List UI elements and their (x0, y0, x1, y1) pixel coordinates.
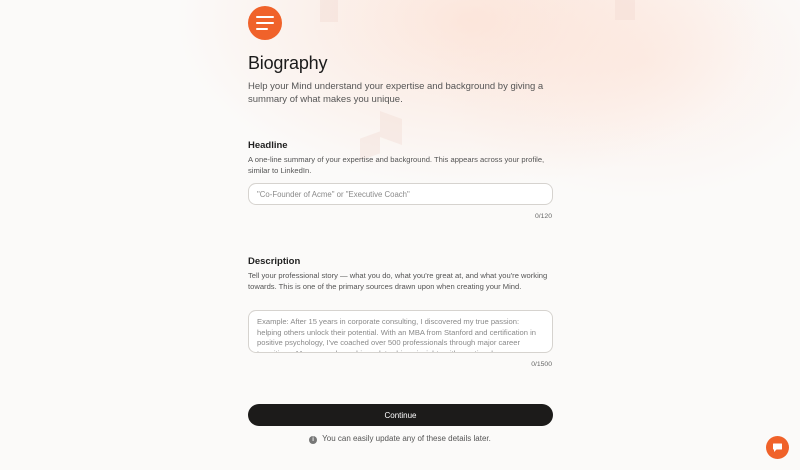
app-logo-menu-icon (248, 6, 282, 40)
footer-note (0, 434, 800, 444)
decorative-tile (615, 0, 635, 20)
description-textarea[interactable] (248, 310, 553, 353)
footer-note-text: You can easily update any of these details later. (322, 434, 491, 443)
description-help-text: Tell your professional story — what you do, what you're great at, and what you're working towards. This is one of the primary sources drawn upon when creating your Mind. (248, 271, 548, 291)
page-title: Biography (248, 53, 328, 73)
headline-help-text: A one-line summary of your expertise and background. This appears across your profile, similar to LinkedIn. (248, 155, 545, 175)
headline-char-count: 0/120 (534, 213, 552, 220)
continue-button[interactable]: Continue (248, 404, 553, 426)
description-char-count: 0/1500 (531, 361, 552, 368)
headline-label: Headline (248, 140, 288, 151)
decorative-tile (380, 111, 402, 145)
page-subtitle: Help your Mind understand your expertise and background by giving a summary of what makes you unique. (248, 81, 544, 105)
chat-launcher-button[interactable] (766, 436, 789, 459)
headline-input[interactable] (248, 183, 553, 205)
chat-bubble-icon (772, 442, 783, 453)
description-label: Description (248, 256, 301, 267)
info-icon: i (309, 436, 317, 444)
decorative-tile (320, 0, 338, 22)
